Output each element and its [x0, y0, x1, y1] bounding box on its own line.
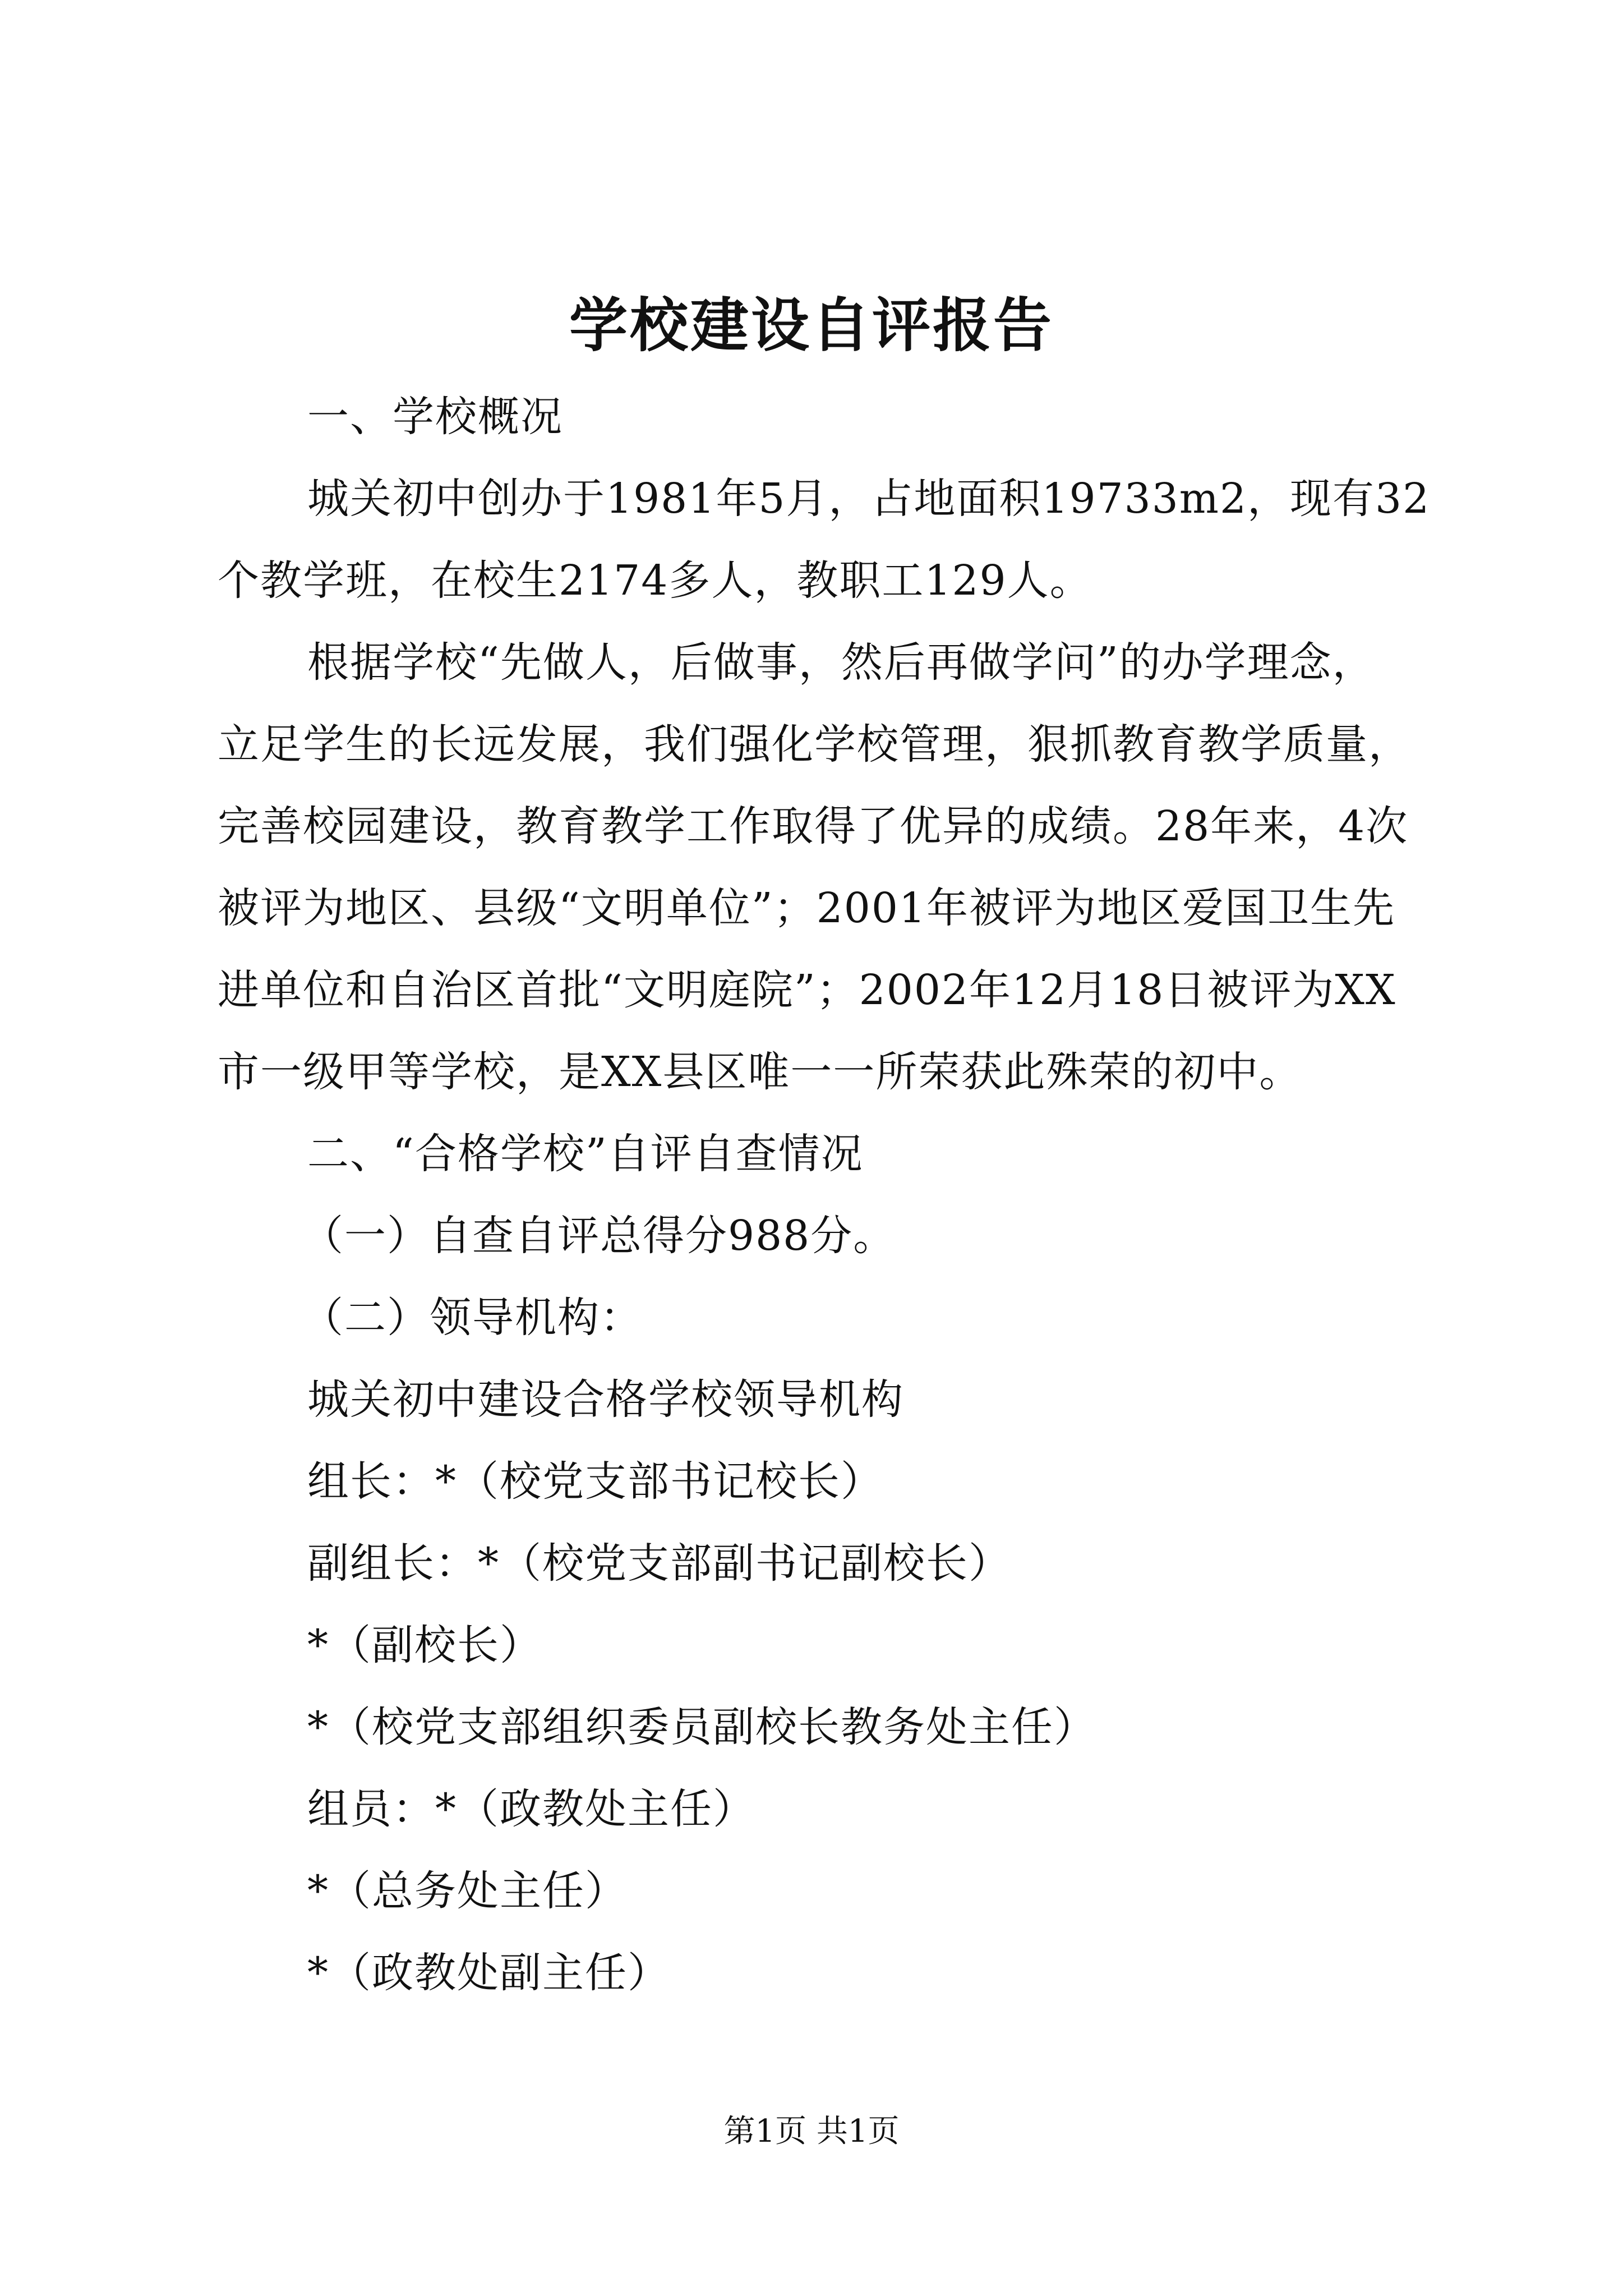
list-line: *（总务处主任） — [307, 1867, 628, 1915]
paragraph-line: 个教学班，在校生2174多人，教职工129人。 — [218, 556, 1092, 605]
paragraph-line: 市一级甲等学校，是XX县区唯一一所荣获此殊荣的初中。 — [218, 1048, 1302, 1096]
section-heading: 一、学校概况 — [307, 393, 563, 441]
list-line: 组员：*（政教处主任） — [307, 1785, 755, 1833]
section-heading: 二、“合格学校”自评自查情况 — [307, 1130, 864, 1178]
paragraph-line: 进单位和自治区首批“文明庭院”；2002年12月18日被评为XX — [218, 966, 1396, 1014]
paragraph-line: 被评为地区、县级“文明单位”；2001年被评为地区爱国卫生先 — [218, 884, 1395, 932]
list-line: *（政教处副主任） — [307, 1949, 670, 1997]
subsection-line: （二）领导机构： — [302, 1294, 643, 1342]
document-title: 学校建设自评报告 — [569, 291, 1054, 360]
subsection-line: （一）自查自评总得分988分。 — [302, 1212, 896, 1260]
paragraph-line: 根据学校“先做人，后做事，然后再做学问”的办学理念， — [307, 638, 1375, 687]
list-line: 城关初中建设合格学校领导机构 — [307, 1375, 904, 1424]
paragraph-line: 完善校园建设，教育教学工作取得了优异的成绩。28年来，4次 — [218, 802, 1409, 850]
list-line: *（校党支部组织委员副校长教务处主任） — [307, 1703, 1096, 1751]
paragraph-line: 立足学生的长远发展，我们强化学校管理，狠抓教育教学质量， — [218, 720, 1411, 769]
document-body — [218, 376, 1431, 2014]
list-line: 副组长：*（校党支部副书记副校长） — [307, 1539, 1011, 1588]
list-line: 组长：*（校党支部书记校长） — [307, 1457, 883, 1506]
list-line: *（副校长） — [307, 1621, 542, 1669]
page-footer: 第1页 共1页 — [723, 2113, 900, 2150]
paragraph-line: 城关初中创办于1981年5月，占地面积19733m2，现有32 — [307, 475, 1431, 523]
